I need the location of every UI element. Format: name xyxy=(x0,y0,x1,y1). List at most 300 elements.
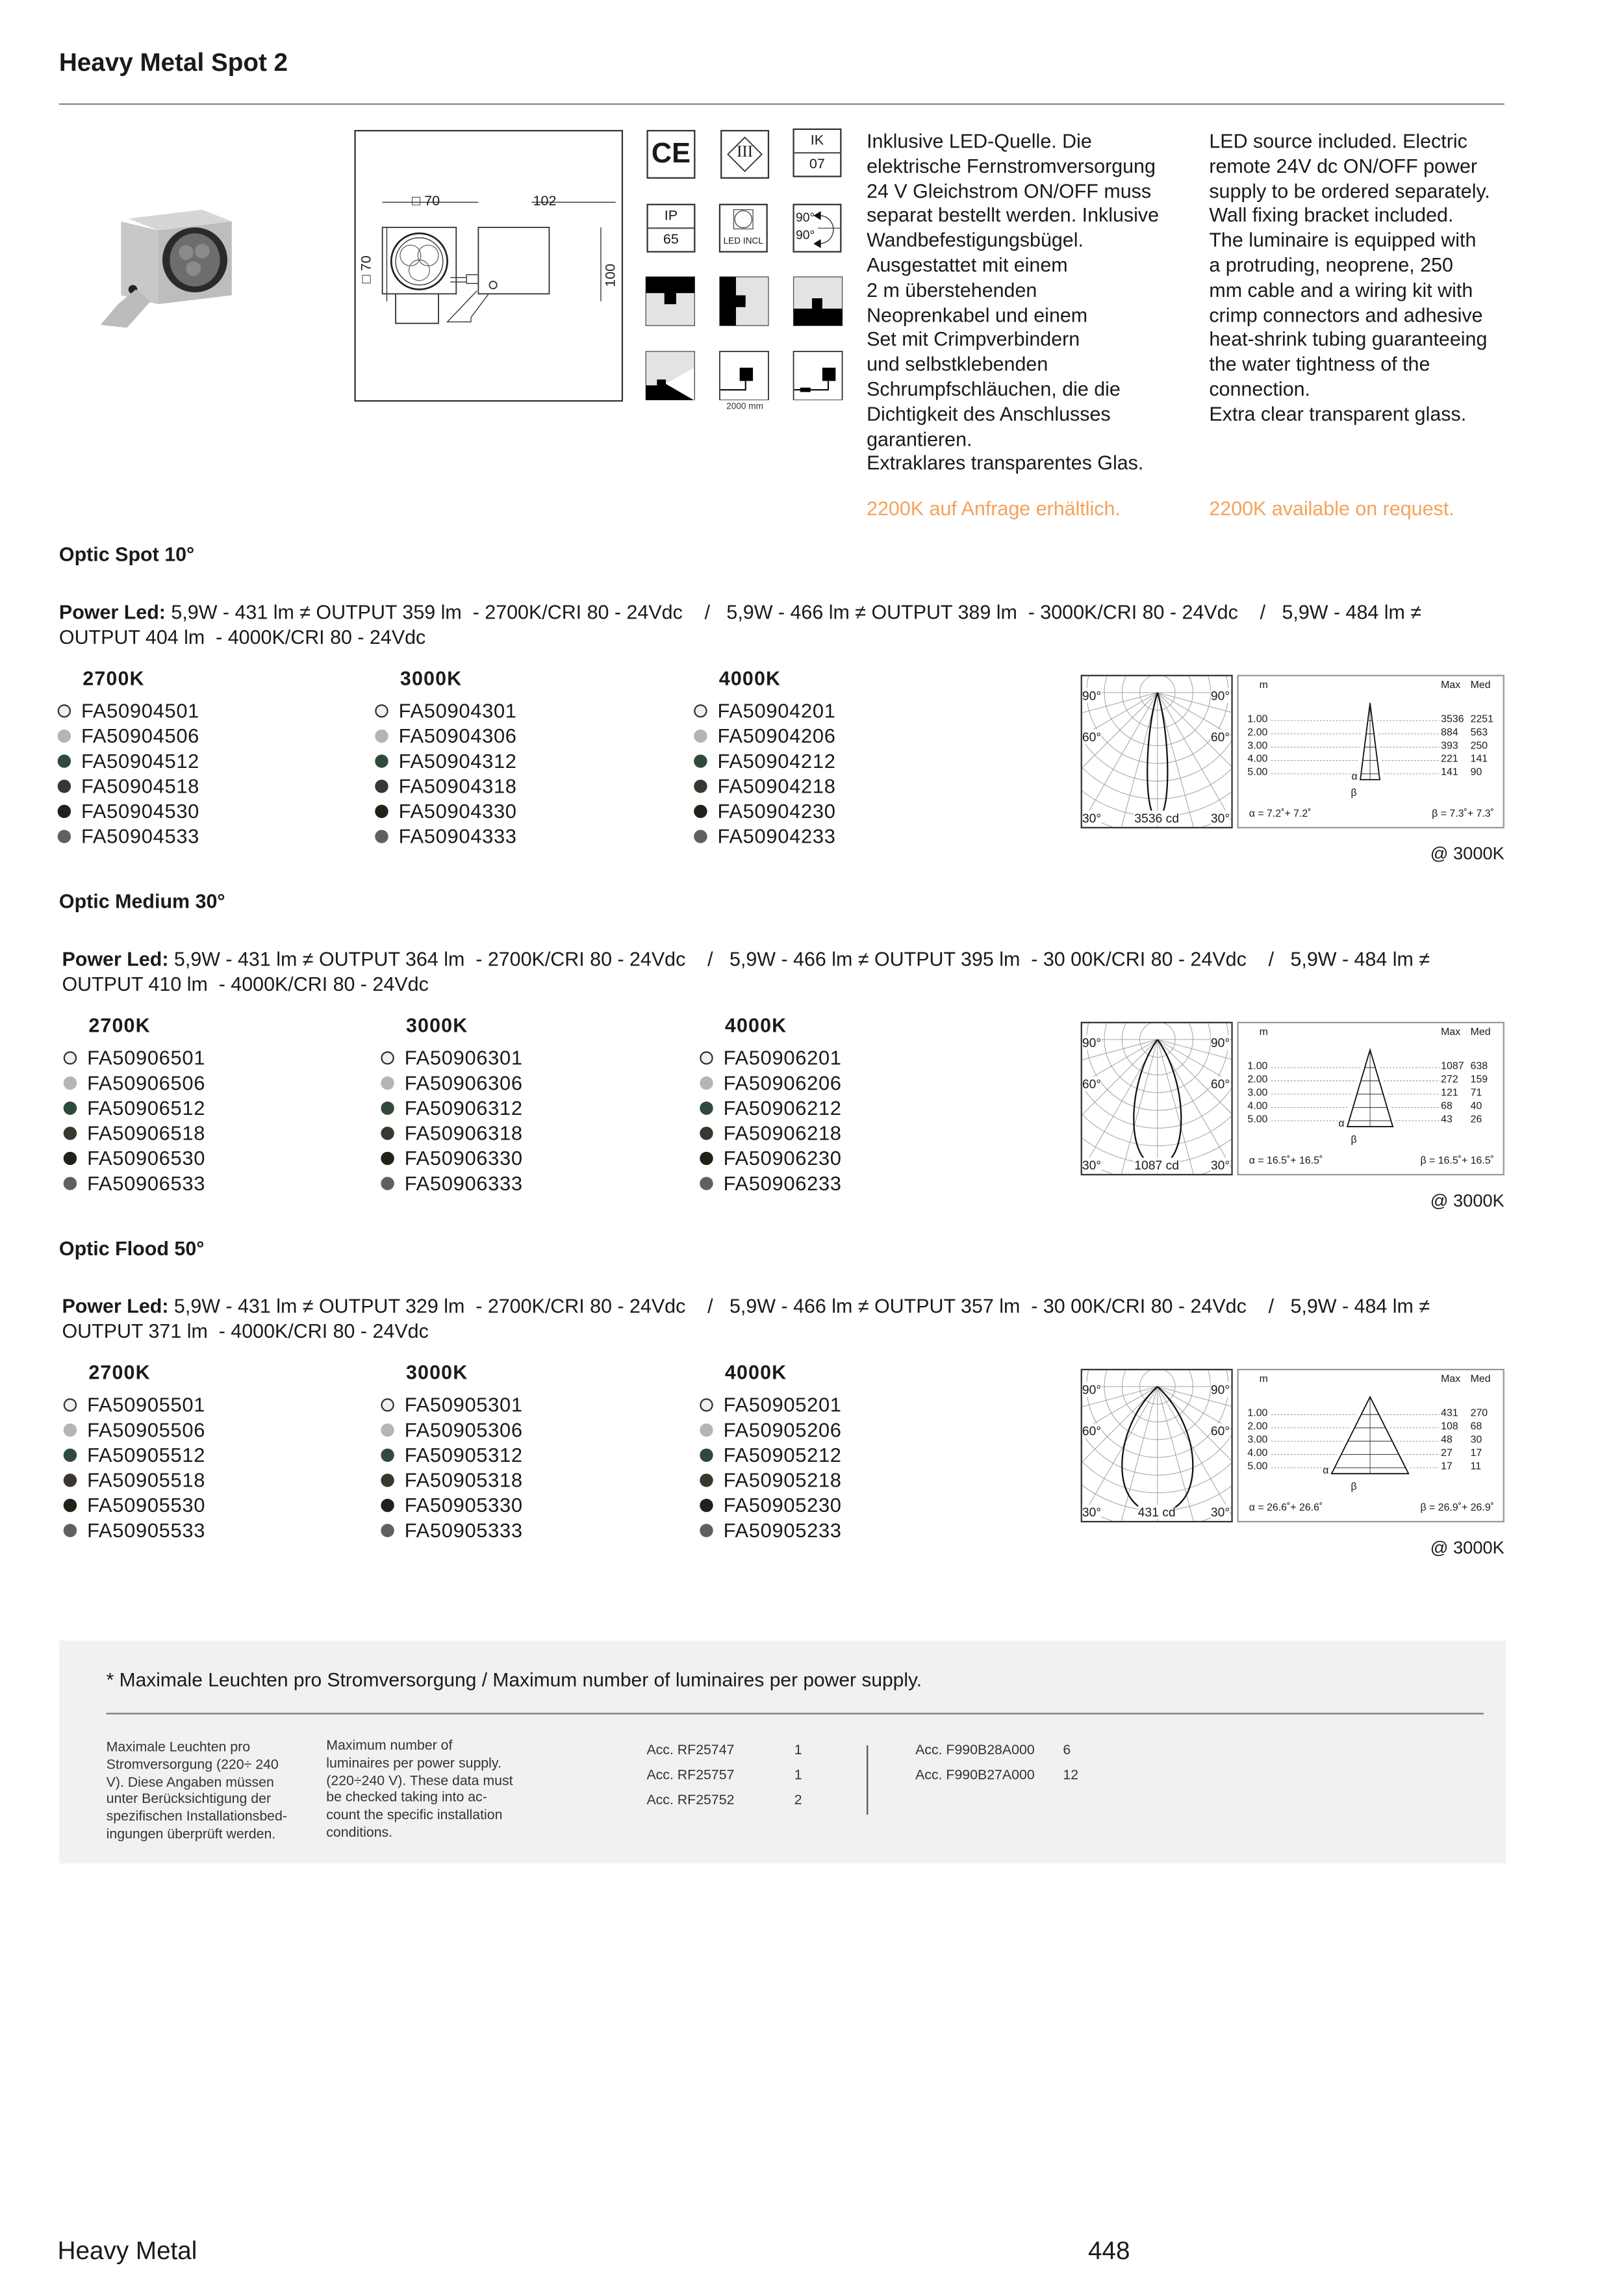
product-code-item[interactable] xyxy=(375,724,516,749)
polar-grid-ray xyxy=(1158,693,1232,827)
power-supply-note-en xyxy=(326,1737,513,1841)
finish-swatch-icon xyxy=(381,1101,394,1114)
product-code: FA50905506 xyxy=(87,1419,206,1442)
product-code-item[interactable] xyxy=(58,774,199,799)
product-code: FA50906212 xyxy=(723,1097,842,1119)
product-code-item[interactable] xyxy=(694,748,835,774)
illuminance-cone-table xyxy=(1237,1022,1504,1175)
text-line: separat bestellt werden. Inklusive xyxy=(867,204,1160,227)
product-photo xyxy=(92,204,239,337)
power-led-text: 5,9W - 431 lm ≠ OUTPUT 364 lm - 2700K/CRI 80 - 24Vdc / 5,9W - 466 lm ≠ OUTPUT 395 lm - 30 00K/CRI 80 - 24Vdc / 5,9W - 484 lm ≠ OUTPUT 410 lm - 4000K/CRI 80 - 24Vdc xyxy=(62,948,1436,995)
product-code: FA50904306 xyxy=(398,724,517,747)
product-code: FA50904333 xyxy=(398,825,517,848)
product-code-item[interactable] xyxy=(58,724,199,749)
product-code: FA50906218 xyxy=(723,1122,842,1145)
product-code-item[interactable] xyxy=(381,1146,522,1171)
finish-swatch-icon xyxy=(64,1101,77,1114)
product-code-item[interactable] xyxy=(381,1045,522,1071)
page-number: 448 xyxy=(1087,2237,1130,2266)
alpha-symbol: α xyxy=(1351,772,1358,783)
text-line: (220÷240 V). These data must xyxy=(326,1771,513,1788)
ip-label: IP xyxy=(648,205,694,229)
color-temp-header: 4000K xyxy=(724,1361,787,1384)
beta-angle: β = 7.3˚+ 7.3˚ xyxy=(1432,809,1494,820)
finish-swatch-icon xyxy=(64,1424,77,1437)
product-code-item[interactable] xyxy=(381,1468,522,1493)
product-code: FA50905212 xyxy=(723,1444,842,1466)
ce-mark-text: CE xyxy=(651,138,691,170)
product-code: FA50904501 xyxy=(81,700,200,722)
finish-swatch-icon xyxy=(375,805,388,818)
text-line: unter Berücksichtigung der xyxy=(106,1790,272,1807)
product-code-item[interactable] xyxy=(375,799,516,824)
polar-angle-60-right: 60° xyxy=(1210,1076,1230,1092)
product-code-item[interactable] xyxy=(700,1518,841,1543)
finish-swatch-icon xyxy=(381,1524,394,1537)
distance-value: 5.00 xyxy=(1247,767,1268,778)
product-code: FA50904330 xyxy=(398,800,517,823)
power-led-label: Power Led: xyxy=(62,948,169,971)
product-code-item[interactable] xyxy=(694,824,835,849)
product-code-item[interactable] xyxy=(700,1146,841,1171)
text-line: elektrische Fernstromversorgung xyxy=(867,155,1156,177)
med-lux: 17 xyxy=(1470,1448,1482,1459)
product-code: FA50906330 xyxy=(404,1147,523,1169)
finish-swatch-icon xyxy=(64,1524,77,1537)
max-lux: 431 xyxy=(1441,1409,1458,1420)
product-code-item[interactable] xyxy=(700,1095,841,1121)
color-temp-header: 3000K xyxy=(405,1014,468,1037)
polar-diagram xyxy=(1081,1022,1233,1175)
alpha-symbol: α xyxy=(1323,1466,1329,1477)
front-height-label: □ 70 xyxy=(359,255,375,284)
section-title: Optic Flood 50° xyxy=(58,1237,205,1260)
product-code-item[interactable] xyxy=(375,698,516,724)
product-code-item[interactable] xyxy=(694,698,835,724)
finish-swatch-icon xyxy=(381,1398,394,1411)
med-label: Med xyxy=(1470,1374,1491,1385)
product-code-item[interactable] xyxy=(700,1045,841,1071)
alpha-symbol: α xyxy=(1338,1119,1345,1130)
beta-symbol: β xyxy=(1351,1135,1357,1146)
note-2200k-en: 2200K available on request. xyxy=(1209,497,1454,520)
text-line: the water tightness of the xyxy=(1209,353,1430,376)
product-code-item[interactable] xyxy=(64,1468,205,1493)
accessory-code: Acc. RF25757 xyxy=(646,1766,735,1783)
text-line: count the specific installation xyxy=(326,1806,503,1822)
accessory-qty: 1 xyxy=(794,1766,802,1783)
cable-connector-icon xyxy=(794,351,843,400)
max-lux: 48 xyxy=(1441,1435,1453,1446)
product-code: FA50906333 xyxy=(404,1172,523,1195)
med-lux: 563 xyxy=(1470,728,1488,739)
product-code-item[interactable] xyxy=(381,1121,522,1146)
finish-swatch-icon xyxy=(64,1051,77,1064)
finish-swatch-icon xyxy=(64,1449,77,1462)
max-lux: 1087 xyxy=(1441,1062,1464,1072)
product-code-item[interactable] xyxy=(58,748,199,774)
product-code: FA50904212 xyxy=(717,750,836,773)
distance-unit: m xyxy=(1259,1027,1268,1038)
text-line: Schrumpfschläuchen, die die xyxy=(867,377,1121,400)
finish-swatch-icon xyxy=(700,1101,713,1114)
beta-angle: β = 26.9˚+ 26.9˚ xyxy=(1420,1503,1494,1514)
rotation-bottom-label: 90° xyxy=(795,227,815,242)
product-code: FA50906206 xyxy=(723,1071,842,1095)
product-code-item[interactable] xyxy=(700,1392,841,1418)
class-iii-icon xyxy=(720,130,769,179)
product-code-item[interactable] xyxy=(700,1493,841,1518)
polar-cd-value: 3536 cd xyxy=(1134,810,1180,826)
footer-collection: Heavy Metal xyxy=(57,2237,197,2266)
product-code: FA50905530 xyxy=(87,1494,206,1517)
finish-swatch-icon xyxy=(375,730,388,743)
max-lux: 393 xyxy=(1441,741,1458,752)
note-2200k-de: 2200K auf Anfrage erhältlich. xyxy=(867,497,1121,520)
max-label: Max xyxy=(1441,1027,1461,1038)
polar-grid-ray xyxy=(1104,1040,1157,1174)
color-temp-header: 2700K xyxy=(88,1014,151,1037)
text-line: mm cable and a wiring kit with xyxy=(1209,279,1473,301)
product-code: FA50906506 xyxy=(87,1071,206,1095)
med-label: Med xyxy=(1470,680,1491,691)
ceiling-mount-icon xyxy=(646,277,694,326)
product-code: FA50904506 xyxy=(81,724,200,747)
finish-swatch-icon xyxy=(375,704,388,717)
product-code-item[interactable] xyxy=(700,1442,841,1468)
finish-swatch-icon xyxy=(694,754,707,767)
power-supply-note-de xyxy=(107,1738,287,1843)
product-code-item[interactable] xyxy=(375,824,516,849)
med-lux: 30 xyxy=(1470,1435,1482,1446)
polar-grid-ray xyxy=(1158,1040,1211,1174)
product-code-item[interactable] xyxy=(700,1121,841,1146)
max-lux: 272 xyxy=(1441,1075,1458,1086)
text-line: ingungen überprüft werden. xyxy=(106,1825,276,1842)
power-led-spec xyxy=(62,947,1501,997)
med-lux: 638 xyxy=(1470,1062,1488,1072)
finish-swatch-icon xyxy=(381,1449,394,1462)
ip-value: 65 xyxy=(663,231,679,248)
product-code-item[interactable] xyxy=(381,1171,522,1196)
product-code-item[interactable] xyxy=(381,1493,522,1518)
finish-swatch-icon xyxy=(700,1051,713,1064)
polar-grid-ray xyxy=(1082,1386,1158,1521)
finish-swatch-icon xyxy=(375,780,388,793)
text-line: remote 24V dc ON/OFF power xyxy=(1209,155,1478,177)
accessory-code: Acc. RF25752 xyxy=(646,1791,735,1808)
product-code-item[interactable] xyxy=(694,724,835,749)
description-en xyxy=(1209,130,1490,428)
product-code-item[interactable] xyxy=(381,1418,522,1443)
product-code: FA50905512 xyxy=(87,1444,206,1466)
product-code: FA50905312 xyxy=(404,1444,523,1466)
technical-drawing xyxy=(354,130,623,402)
product-code: FA50904518 xyxy=(81,775,200,798)
med-lux: 71 xyxy=(1470,1088,1482,1099)
product-code-item[interactable] xyxy=(700,1418,841,1443)
polar-grid-ray xyxy=(1104,1386,1157,1521)
product-code: FA50906201 xyxy=(723,1047,842,1069)
accessory-code: Acc. F990B28A000 xyxy=(915,1741,1035,1757)
accessory-qty: 6 xyxy=(1063,1741,1071,1757)
finish-swatch-icon xyxy=(375,830,388,843)
text-line: Extraklares transparentes Glas. xyxy=(867,452,1144,475)
text-line: conditions. xyxy=(326,1823,393,1840)
product-code: FA50904318 xyxy=(398,775,517,798)
finish-swatch-icon xyxy=(700,1499,713,1512)
finish-swatch-icon xyxy=(64,1077,77,1090)
polar-angle-60-left: 60° xyxy=(1082,729,1102,745)
finish-swatch-icon xyxy=(375,754,388,767)
product-code-item[interactable] xyxy=(381,1071,522,1096)
product-code: FA50906230 xyxy=(723,1147,842,1169)
product-code-item[interactable] xyxy=(694,799,835,824)
polar-grid-ray xyxy=(1158,1386,1211,1521)
finish-swatch-icon xyxy=(700,1127,713,1140)
finish-swatch-icon xyxy=(700,1524,713,1537)
finish-swatch-icon xyxy=(700,1474,713,1487)
section-title: Optic Medium 30° xyxy=(58,890,225,913)
product-code: FA50904230 xyxy=(717,800,836,823)
product-code-item[interactable] xyxy=(381,1095,522,1121)
product-code: FA50906233 xyxy=(723,1172,842,1195)
distance-value: 4.00 xyxy=(1247,1448,1268,1459)
ip-rating-icon xyxy=(646,204,695,253)
class-iii-text: III xyxy=(737,143,754,161)
polar-grid-ray xyxy=(1158,693,1232,827)
ik-rating-icon xyxy=(793,129,841,177)
finish-swatch-icon xyxy=(58,780,71,793)
polar-angle-60-left: 60° xyxy=(1082,1076,1102,1092)
reference-temperature: @ 3000K xyxy=(1430,1537,1504,1558)
max-lux: 17 xyxy=(1441,1461,1453,1472)
product-code-item[interactable] xyxy=(64,1392,205,1418)
distance-value: 3.00 xyxy=(1247,741,1268,752)
text-line: be checked taking into ac- xyxy=(326,1789,487,1806)
polar-max-cd xyxy=(1082,1158,1232,1173)
product-code: FA50904233 xyxy=(717,825,836,848)
ik-value: 07 xyxy=(809,156,825,173)
product-code-item[interactable] xyxy=(64,1171,205,1196)
product-code-item[interactable] xyxy=(64,1045,205,1071)
accessory-qty: 12 xyxy=(1063,1766,1079,1783)
rotation-top-label: 90° xyxy=(795,209,815,225)
polar-angle-90-right: 90° xyxy=(1210,1035,1230,1050)
accessory-qty: 1 xyxy=(794,1741,802,1757)
med-lux: 141 xyxy=(1470,754,1488,765)
product-code-item[interactable] xyxy=(700,1468,841,1493)
alpha-angle: α = 16.5˚+ 16.5˚ xyxy=(1249,1156,1323,1167)
product-code: FA50906512 xyxy=(87,1097,206,1119)
product-code: FA50904301 xyxy=(398,700,517,722)
text-line: Set mit Crimpverbindern xyxy=(867,328,1080,351)
med-lux: 40 xyxy=(1470,1101,1482,1112)
text-line: Maximum number of xyxy=(326,1736,453,1753)
product-code: FA50905301 xyxy=(404,1394,523,1416)
side-length-label: 102 xyxy=(533,193,557,210)
accessory-qty: 2 xyxy=(794,1791,802,1808)
led-incl-text: LED INCL xyxy=(723,237,763,247)
distance-value: 4.00 xyxy=(1247,1101,1268,1112)
product-code-item[interactable] xyxy=(58,824,199,849)
polar-angle-90-left: 90° xyxy=(1082,688,1102,703)
illuminance-cone-table xyxy=(1237,675,1504,828)
med-lux: 159 xyxy=(1470,1075,1488,1086)
finish-swatch-icon xyxy=(694,780,707,793)
product-code-item[interactable] xyxy=(64,1442,205,1468)
text-line: Maximale Leuchten pro xyxy=(106,1737,251,1754)
power-led-label: Power Led: xyxy=(62,1295,169,1318)
med-lux: 2251 xyxy=(1470,714,1494,725)
text-line: supply to be ordered separately. xyxy=(1209,179,1490,202)
color-temp-header: 3000K xyxy=(400,667,463,690)
finish-swatch-icon xyxy=(64,1398,77,1411)
med-lux: 26 xyxy=(1470,1114,1482,1125)
power-supply-divider xyxy=(107,1713,1484,1714)
product-code: FA50906312 xyxy=(404,1097,523,1119)
product-code: FA50906518 xyxy=(87,1122,206,1145)
distance-value: 4.00 xyxy=(1247,754,1268,765)
finish-swatch-icon xyxy=(694,730,707,743)
reference-temperature: @ 3000K xyxy=(1430,1190,1504,1211)
product-code: FA50905233 xyxy=(723,1519,842,1542)
text-line: Neoprenkabel und einem xyxy=(867,303,1088,326)
power-led-text: 5,9W - 431 lm ≠ OUTPUT 329 lm - 2700K/CRI 80 - 24Vdc / 5,9W - 466 lm ≠ OUTPUT 357 lm - 30 00K/CRI 80 - 24Vdc / 5,9W - 484 lm ≠ OUTPUT 371 lm - 4000K/CRI 80 - 24Vdc xyxy=(62,1295,1436,1342)
finish-swatch-icon xyxy=(700,1177,713,1190)
med-lux: 270 xyxy=(1470,1409,1488,1420)
finish-swatch-icon xyxy=(700,1152,713,1165)
finish-swatch-icon xyxy=(694,805,707,818)
finish-swatch-icon xyxy=(381,1474,394,1487)
polar-angle-30-right: 30° xyxy=(1210,1504,1230,1520)
med-label: Med xyxy=(1470,1027,1491,1038)
text-line: crimp connectors and adhesive xyxy=(1209,303,1483,326)
product-code-item[interactable] xyxy=(700,1171,841,1196)
front-width-label: □ 70 xyxy=(412,193,440,210)
page-title: Heavy Metal Spot 2 xyxy=(58,48,288,77)
side-height-label: 100 xyxy=(603,263,620,287)
polar-max-cd xyxy=(1082,811,1232,826)
power-supply-heading: * Maximale Leuchten pro Stromversorgung / Maximum number of luminaires per power supply. xyxy=(106,1668,922,1691)
product-code: FA50906306 xyxy=(404,1071,523,1095)
power-led-text: 5,9W - 431 lm ≠ OUTPUT 359 lm - 2700K/CRI 80 - 24Vdc / 5,9W - 466 lm ≠ OUTPUT 389 lm - 3000K/CRI 80 - 24Vdc / 5,9W - 484 lm ≠ OUTPUT 404 lm - 4000K/CRI 80 - 24Vdc xyxy=(58,600,1427,648)
polar-angle-60-right: 60° xyxy=(1210,729,1230,745)
floor-mount-icon xyxy=(794,277,843,326)
product-code-item[interactable] xyxy=(381,1392,522,1418)
finish-swatch-icon xyxy=(381,1177,394,1190)
wall-mount-icon xyxy=(720,277,768,326)
product-code: FA50906301 xyxy=(404,1047,523,1069)
polar-diagram xyxy=(1081,675,1233,828)
product-code: FA50906318 xyxy=(404,1122,523,1145)
product-code-item[interactable] xyxy=(64,1071,205,1096)
product-code: FA50904312 xyxy=(398,750,517,773)
product-code-item[interactable] xyxy=(700,1071,841,1096)
med-lux: 90 xyxy=(1470,767,1482,778)
text-line: Ausgestattet mit einem xyxy=(867,253,1068,276)
color-temp-header: 4000K xyxy=(724,1014,787,1037)
product-code-item[interactable] xyxy=(64,1095,205,1121)
illuminance-cone-table xyxy=(1237,1369,1504,1522)
product-code-item[interactable] xyxy=(381,1442,522,1468)
ik-label: IK xyxy=(794,130,840,153)
text-line: connection. xyxy=(1209,377,1311,400)
distance-value: 5.00 xyxy=(1247,1461,1268,1472)
product-code-item[interactable] xyxy=(375,774,516,799)
product-code: FA50905206 xyxy=(723,1419,842,1442)
product-code-item[interactable] xyxy=(381,1518,522,1543)
product-code: FA50904206 xyxy=(717,724,836,747)
text-line: heat-shrink tubing guaranteeing xyxy=(1209,328,1488,351)
product-code-item[interactable] xyxy=(58,799,199,824)
led-included-icon xyxy=(719,204,768,253)
product-code-item[interactable] xyxy=(64,1146,205,1171)
polar-angle-30-right: 30° xyxy=(1210,1157,1230,1173)
product-code: FA50904512 xyxy=(81,750,200,773)
polar-grid-ray xyxy=(1158,1386,1232,1521)
product-code-item[interactable] xyxy=(64,1121,205,1146)
polar-cd-value: 1087 cd xyxy=(1134,1157,1180,1173)
product-code: FA50905518 xyxy=(87,1469,206,1492)
distance-value: 5.00 xyxy=(1247,1114,1268,1125)
product-code-item[interactable] xyxy=(375,748,516,774)
distance-value: 3.00 xyxy=(1247,1435,1268,1446)
finish-swatch-icon xyxy=(64,1499,77,1512)
polar-angle-90-right: 90° xyxy=(1210,688,1230,703)
text-line: Inklusive LED-Quelle. Die xyxy=(867,129,1092,153)
color-temp-header: 4000K xyxy=(718,667,781,690)
finish-swatch-icon xyxy=(694,704,707,717)
power-led-spec xyxy=(62,1294,1501,1344)
med-lux: 11 xyxy=(1470,1461,1482,1472)
polar-angle-30-right: 30° xyxy=(1210,810,1230,826)
polar-cd-value: 431 cd xyxy=(1137,1504,1176,1520)
polar-angle-60-right: 60° xyxy=(1210,1423,1230,1438)
finish-swatch-icon xyxy=(64,1127,77,1140)
distance-value: 2.00 xyxy=(1247,1075,1268,1086)
text-line: und selbstklebenden xyxy=(867,353,1048,376)
product-code: FA50905230 xyxy=(723,1494,842,1517)
text-line: Wandbefestigungsbügel. xyxy=(867,229,1084,251)
finish-swatch-icon xyxy=(381,1499,394,1512)
accessory-code: Acc. F990B27A000 xyxy=(915,1766,1035,1783)
color-temp-header: 2700K xyxy=(82,667,145,690)
finish-swatch-icon xyxy=(58,754,71,767)
distance-value: 3.00 xyxy=(1247,1088,1268,1099)
polar-angle-90-left: 90° xyxy=(1082,1035,1102,1050)
finish-swatch-icon xyxy=(381,1152,394,1165)
product-code-item[interactable] xyxy=(64,1518,205,1543)
product-code-item[interactable] xyxy=(58,698,199,724)
finish-swatch-icon xyxy=(381,1424,394,1437)
finish-swatch-icon xyxy=(64,1177,77,1190)
max-lux: 3536 xyxy=(1441,714,1464,725)
product-code-item[interactable] xyxy=(64,1418,205,1443)
accessory-divider xyxy=(867,1745,868,1815)
text-line: Stromversorgung (220÷ 240 xyxy=(106,1755,279,1772)
product-code-item[interactable] xyxy=(694,774,835,799)
product-code-item[interactable] xyxy=(64,1493,205,1518)
med-lux: 250 xyxy=(1470,741,1488,752)
polar-angle-30-left: 30° xyxy=(1082,810,1102,826)
max-lux: 221 xyxy=(1441,754,1458,765)
text-line: The luminaire is equipped with xyxy=(1209,229,1477,251)
description-de xyxy=(867,130,1159,477)
distance-value: 1.00 xyxy=(1247,714,1268,725)
text-line: V). Diese Angaben müssen xyxy=(106,1772,274,1789)
product-code: FA50905218 xyxy=(723,1469,842,1492)
